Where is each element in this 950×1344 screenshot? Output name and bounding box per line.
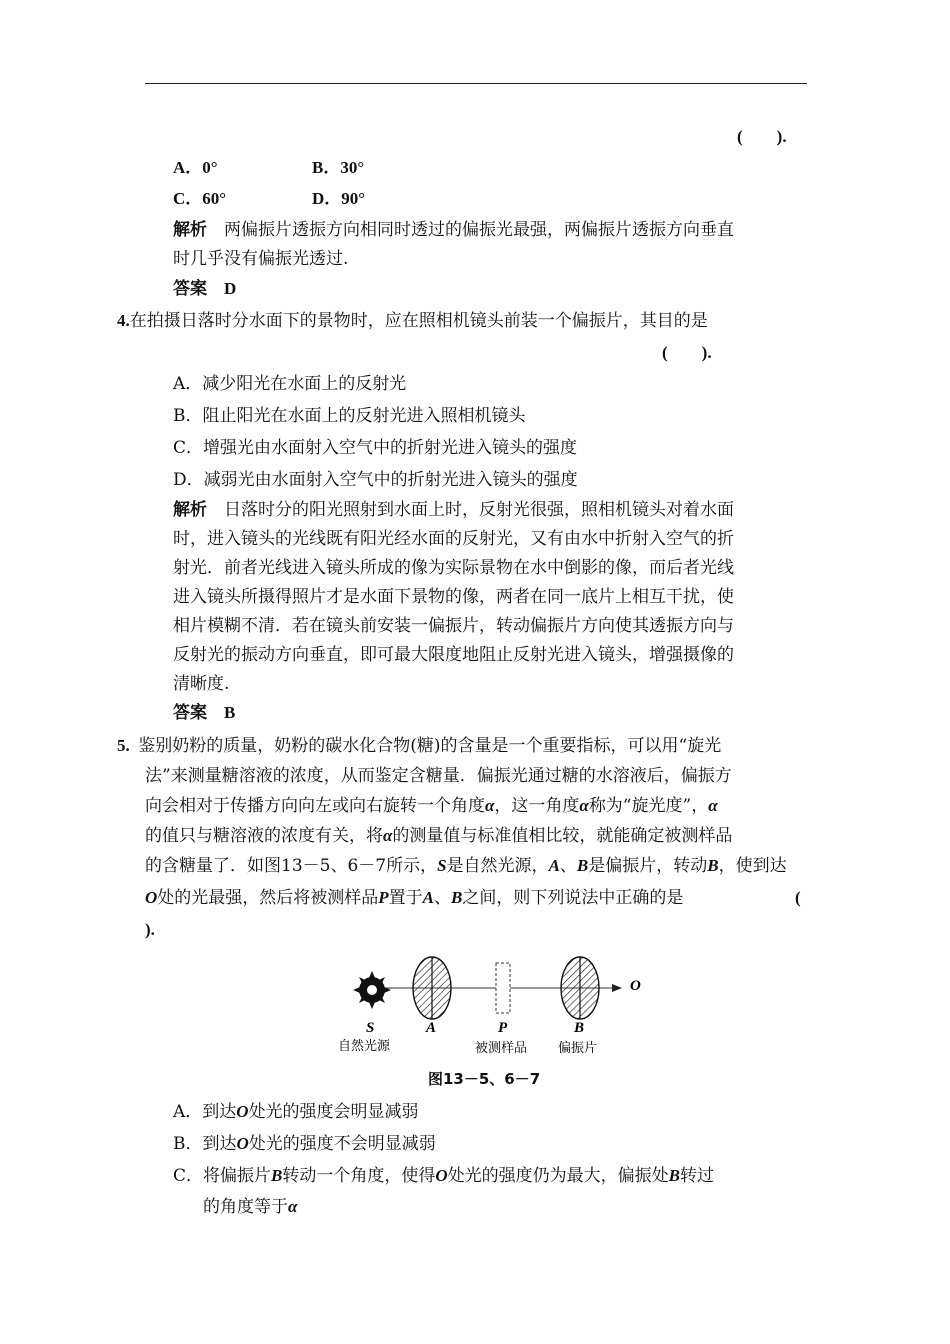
q5-var-a: A bbox=[548, 856, 560, 875]
q5-var-b-2: B bbox=[707, 856, 719, 875]
q4-analysis-line-6: 反射光的振动方向垂直，即可最大限度地阻止反射光进入镜头，增强摄像的 bbox=[173, 645, 734, 665]
q5-var-b-3: B bbox=[451, 888, 463, 907]
q5-option-c-line-2 bbox=[203, 1196, 297, 1218]
label-b: B bbox=[574, 1020, 585, 1036]
q5-alpha-4: α bbox=[383, 826, 393, 845]
q5-sep-2: 、 bbox=[434, 888, 452, 908]
q5-option-c-b-2: B bbox=[668, 1166, 680, 1185]
q4-option-d: D．减弱光由水面射入空气中的折射光进入镜头的强度 bbox=[173, 470, 578, 490]
q5-option-a-o: O bbox=[236, 1102, 249, 1121]
q5-line-5 bbox=[145, 855, 787, 877]
q5-alpha-2: α bbox=[579, 796, 589, 815]
q5-line-1 bbox=[117, 735, 721, 757]
q4-analysis-line-5: 相片模糊不清．若在镜头前安装一偏振片，转动偏振片方向使其透振方向与 bbox=[173, 616, 734, 636]
q5-var-b: B bbox=[576, 856, 589, 875]
q5-line-4-b: 的测量值与标准值相比较，就能确定被测样品 bbox=[392, 826, 733, 846]
q5-option-a-text-2: 处光的强度会明显减弱 bbox=[248, 1102, 419, 1122]
q4-number: 4. bbox=[117, 311, 130, 330]
q3-option-b: B．30° bbox=[312, 158, 365, 177]
q5-option-a bbox=[173, 1101, 419, 1123]
q4-analysis-line-4: 进入镜头所摄得照片才是水面下景物的像，两者在同一底片上相互干扰，使 bbox=[173, 587, 734, 607]
sample-p bbox=[496, 963, 510, 1013]
q4-option-a: A．减少阳光在水面上的反射光 bbox=[173, 374, 407, 394]
label-o: O bbox=[630, 978, 641, 994]
q5-option-c-text-4: 转过 bbox=[679, 1166, 714, 1186]
q5-var-s: S bbox=[437, 856, 447, 875]
q3-option-d: D．90° bbox=[312, 189, 366, 208]
figure-caption: 图13－5、6－7 bbox=[428, 1070, 541, 1088]
q3-answer-paren: ( ). bbox=[737, 127, 787, 146]
q5-var-a-2: A bbox=[422, 888, 435, 907]
q4-analysis-line-7: 清晰度. bbox=[173, 674, 230, 694]
q4-stem bbox=[117, 310, 708, 332]
q5-option-c bbox=[173, 1165, 714, 1187]
q3-option-c: C．60° bbox=[173, 189, 227, 208]
polarizer-a bbox=[413, 957, 451, 1019]
q5-line-6-c: 之间，则下列说法中正确的是 bbox=[462, 888, 684, 908]
q4-analysis-tag: 解析 bbox=[173, 500, 207, 520]
q5-option-c-b: B bbox=[271, 1166, 283, 1185]
q5-line-3-a: 向会相对于传播方向向左或向右旋转一个角度 bbox=[145, 796, 485, 816]
q5-var-o: O bbox=[145, 888, 158, 907]
q5-option-c-text-5: 的角度等于 bbox=[203, 1197, 288, 1217]
q5-line-3-b: ，这一角度 bbox=[494, 796, 580, 816]
q5-option-b bbox=[173, 1133, 436, 1155]
q3-option-a: A．0° bbox=[173, 158, 218, 177]
q4-answer-tag: 答案 bbox=[173, 703, 207, 723]
q5-line-3-c: 称为“旋光度”， bbox=[588, 796, 709, 816]
q4-option-b: B．阻止阳光在水面上的反射光进入照相机镜头 bbox=[173, 406, 526, 426]
q3-answer-tag: 答案 bbox=[173, 279, 207, 299]
q5-alpha-3: α bbox=[708, 796, 718, 815]
q5-alpha-1: α bbox=[485, 796, 495, 815]
q5-line-5-c: 是偏振片，转动 bbox=[588, 856, 708, 876]
caption-polarizer: 偏振片 bbox=[558, 1041, 598, 1056]
q4-option-c: C．增强光由水面射入空气中的折射光进入镜头的强度 bbox=[173, 438, 578, 458]
caption-sample: 被测样品 bbox=[475, 1041, 528, 1056]
q5-line-3 bbox=[145, 795, 718, 817]
q5-line-1-text: 鉴别奶粉的质量，奶粉的碳水化合物(糖)的含量是一个重要指标，可以用“旋光 bbox=[138, 736, 722, 756]
sun-icon bbox=[353, 971, 391, 1009]
q4-analysis-line-2: 时，进入镜头的光线既有阳光经水面的反射光，又有由水中折射入空气的折 bbox=[173, 529, 734, 549]
q5-option-c-text-1: C．将偏振片 bbox=[173, 1166, 272, 1186]
q5-line-5-a: 的含糖量了．如图13－5、6－7所示， bbox=[145, 856, 438, 876]
q5-line-5-b: 是自然光源， bbox=[446, 856, 549, 876]
q3-answer-line bbox=[173, 278, 236, 300]
q5-line-4 bbox=[145, 825, 732, 847]
q5-option-b-o: O bbox=[236, 1134, 249, 1153]
q4-analysis-line-1 bbox=[173, 499, 734, 521]
q5-line-6-a: 处的光最强，然后将被测样品 bbox=[157, 888, 379, 908]
q5-option-c-o: O bbox=[435, 1166, 448, 1185]
polarizer-b bbox=[561, 957, 599, 1019]
q5-line-4-a: 的值只与糖溶液的浓度有关，将 bbox=[145, 826, 383, 846]
q5-answer-paren-open: ( bbox=[795, 888, 801, 907]
q4-answer-value: B bbox=[224, 703, 236, 722]
q5-option-b-text-1: B．到达 bbox=[173, 1134, 237, 1154]
q5-line-6 bbox=[145, 887, 683, 909]
q3-analysis-tag: 解析 bbox=[173, 220, 207, 240]
q4-analysis-line-3: 射光．前者光线进入镜头所成的像为实际景物在水中倒影的像，而后者光线 bbox=[173, 558, 734, 578]
q3-analysis-text-1: 两偏振片透振方向相同时透过的偏振光最强，两偏振片透振方向垂直 bbox=[224, 220, 734, 240]
q3-analysis-line-2: 时几乎没有偏振光透过. bbox=[173, 249, 349, 269]
label-a: A bbox=[426, 1020, 437, 1036]
q4-answer-paren: ( ). bbox=[662, 343, 712, 362]
q5-var-p: P bbox=[378, 888, 389, 907]
q5-answer-paren-close: ). bbox=[145, 920, 155, 939]
q5-option-b-text-2: 处光的强度不会明显减弱 bbox=[248, 1134, 436, 1154]
q5-option-c-text-2: 转动一个角度，使得 bbox=[282, 1166, 436, 1186]
q4-answer-line bbox=[173, 702, 235, 724]
caption-source: 自然光源 bbox=[338, 1039, 391, 1054]
header-rule bbox=[145, 83, 807, 84]
q5-line-5-d: ，使到达 bbox=[718, 856, 787, 876]
polarizer-figure bbox=[330, 955, 650, 1060]
q5-number: 5. bbox=[117, 736, 130, 755]
q5-option-a-text-1: A．到达 bbox=[173, 1102, 237, 1122]
q5-line-2: 法”来测量糖溶液的浓度，从而鉴定含糖量．偏振光通过糖的水溶液后，偏振方 bbox=[145, 766, 732, 786]
label-p: P bbox=[498, 1020, 508, 1036]
q5-sep-1: 、 bbox=[559, 856, 577, 876]
arrow-head bbox=[612, 984, 622, 992]
label-s: S bbox=[366, 1020, 375, 1036]
q3-answer-value: D bbox=[224, 279, 237, 298]
q4-stem-text: 在拍摄日落时分水面下的景物时，应在照相机镜头前装一个偏振片，其目的是 bbox=[129, 311, 708, 331]
q4-analysis-text-1: 日落时分的阳光照射到水面上时，反射光很强，照相机镜头对着水面 bbox=[224, 500, 734, 520]
q3-analysis-line-1 bbox=[173, 219, 734, 241]
q5-option-c-text-3: 处光的强度仍为最大，偏振处 bbox=[447, 1166, 669, 1186]
q5-option-c-alpha: α bbox=[288, 1197, 298, 1216]
q5-line-6-b: 置于 bbox=[388, 888, 423, 908]
